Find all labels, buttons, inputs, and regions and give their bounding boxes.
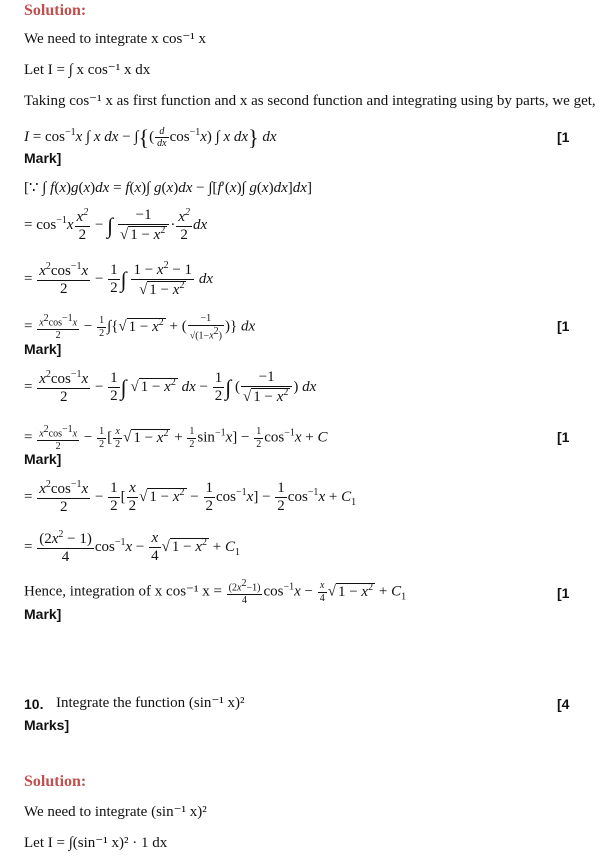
solution-heading-q10: Solution:	[24, 773, 87, 790]
question-text: Integrate the function (sin⁻¹ x)²	[56, 695, 245, 711]
step-5: = $\frac{x^2\cos^{-1}x}{2}$ − $\frac{1}{2}$ [ $\frac{x}{2}$ √ $1 - x^2$ + $\frac{1}{2}$ $\sin^{-1}x$] − $\frac{1}{2}$ $\cos^{-1}x + C$	[24, 424, 328, 452]
solution-heading: Solution:	[24, 2, 87, 19]
mark-open: [1	[557, 429, 570, 445]
by-parts-formula: $I = \cos^{-1}x$ ∫ x dx − ∫{( $\frac{d}{dx}$ $\cos^{-1}x$) ∫ x dx} dx	[24, 125, 277, 150]
step-2: = $\frac{x^2\cos^{-1}x}{2}$ − $\frac{1}{2}$ ∫ $\frac{1 - x^2 - 1}{√ 1 - x^2}$ dx	[24, 260, 213, 299]
mark-open: [1	[557, 318, 570, 334]
question-mark-close: Marks]	[24, 717, 70, 733]
intro-text: We need to integrate x cos⁻¹ x	[24, 31, 206, 47]
mark-open: [1	[557, 585, 570, 601]
q10-let: Let I = ∫(sin⁻¹ x)² · 1 dx	[24, 835, 168, 851]
step-7: = $\frac{(2x^2 - 1)}{4}$ $\cos^{-1}x$ − $\frac{x}{4}$ √ $1 - x^2 + C_1$	[24, 529, 240, 566]
step-3: = $\frac{x^2\cos^{-1}x}{2}$ − $\frac{1}{2}$ ∫{√ $1 - x^2$ + ( $\frac{-1}{√(1-x^2)}$ )} dx	[24, 313, 256, 341]
final-result: Hence, integration of x cos⁻¹ x = $\frac{(2x^2-1)}{4}$ $\cos^{-1}x$ − $\frac{x}{4}$ √ $1 - x^2 + C_1$	[24, 578, 407, 606]
question-number: 10.	[24, 696, 44, 712]
by-parts-rule: [∵ ∫ f(x)g(x)dx = f(x)∫ g(x)dx − ∫[f′(x)∫ g(x)dx]dx]	[24, 180, 312, 196]
mark-close: Mark]	[24, 150, 62, 166]
mark-close: Mark]	[24, 341, 62, 357]
step-6: = $\frac{x^2\cos^{-1}x}{2}$ − $\frac{1}{2}$ [ $\frac{x}{2}$ √ $1 - x^2$ − $\frac{1}{2}$ $\cos^{-1}x$] − $\frac{1}{2}$ $\cos^{-1}x + C_1$	[24, 479, 357, 516]
q10-intro: We need to integrate (sin⁻¹ x)²	[24, 804, 207, 820]
mark-open: [1	[557, 129, 570, 145]
mark-close: Mark]	[24, 606, 62, 622]
question-mark-open: [4	[557, 696, 570, 712]
let-statement: Let I = ∫ x cos⁻¹ x dx	[24, 62, 151, 78]
step-1: = $\cos^{-1}x$ $\frac{x^2}{2}$ − ∫ $\frac{-1}{√ 1 - x^2}$ · $\frac{x^2}{2}$ dx	[24, 207, 208, 244]
method-statement: Taking cos⁻¹ x as first function and x as second function and integrating using by parts, we get,	[24, 93, 596, 109]
mark-close: Mark]	[24, 451, 62, 467]
final-prefix: Hence, integration of x cos⁻¹ x =	[24, 583, 222, 600]
step-4: = $\frac{x^2\cos^{-1}x}{2}$ − $\frac{1}{2}$ ∫ √ $1 - x^2$ dx − $\frac{1}{2}$ ∫ ( $\frac{-1}{√ 1 - x^2}$ ) dx	[24, 369, 317, 406]
